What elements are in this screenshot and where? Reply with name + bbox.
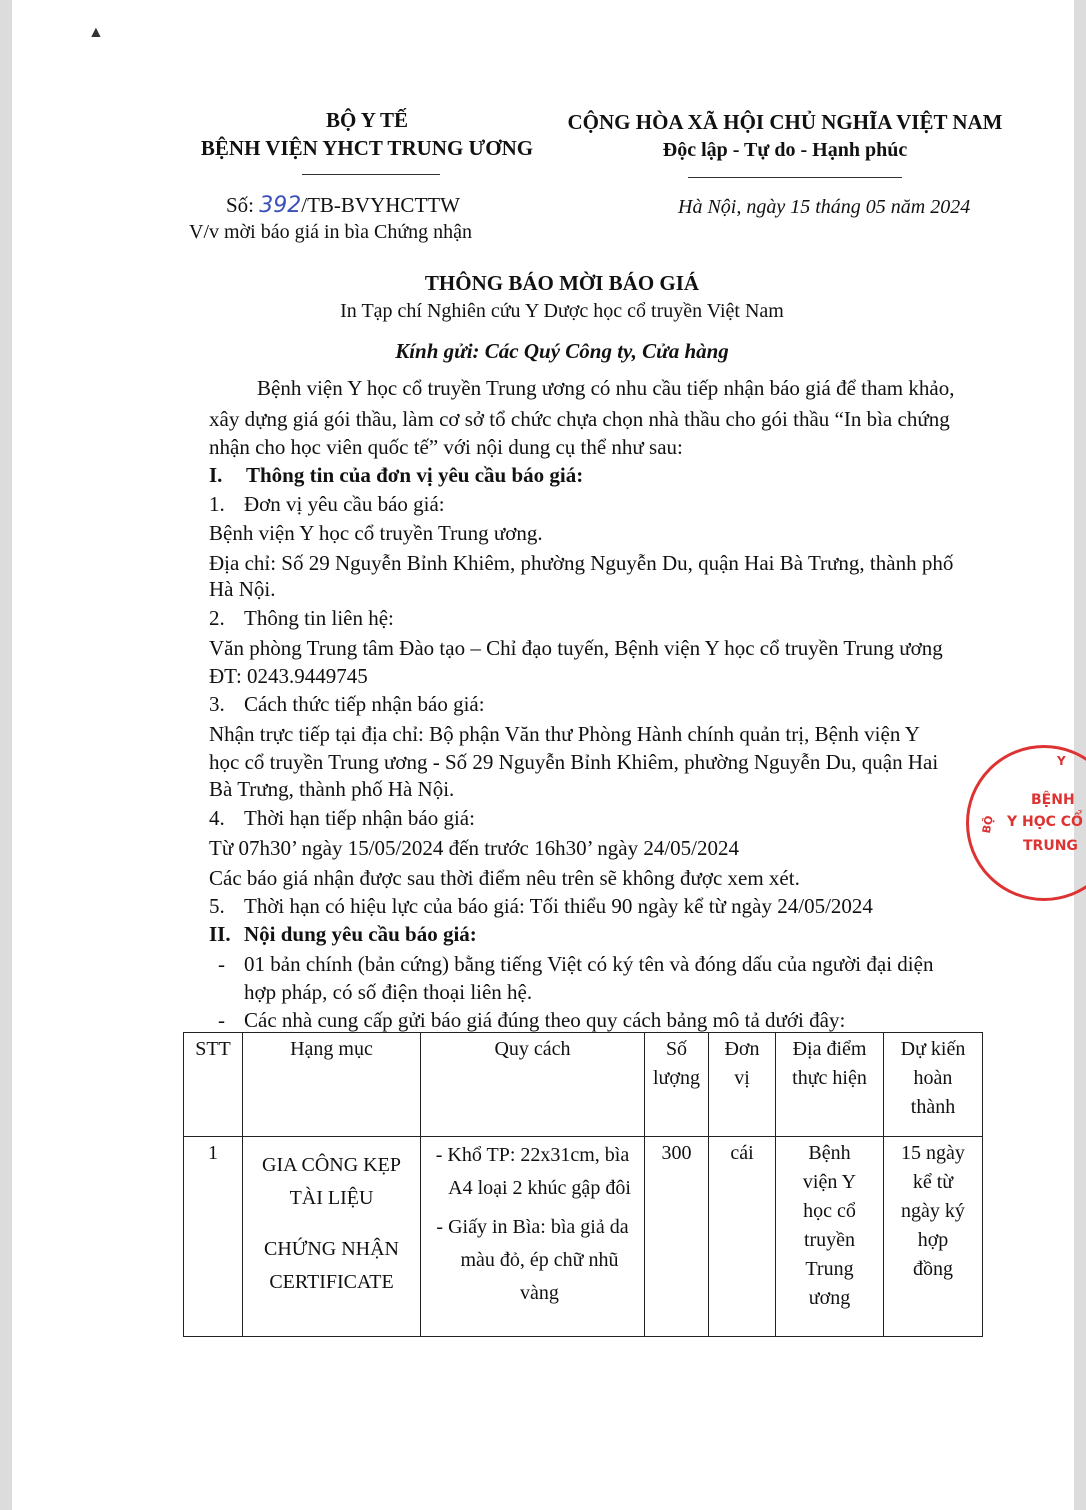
item-3-line-3: Bà Trưng, thành phố Hà Nội. [209,777,455,801]
bullet-2-text: Các nhà cung cấp gửi báo giá đúng theo quy cách bảng mô tả dưới đây: [244,1008,846,1032]
header-quantity: Số lượng [645,1033,709,1137]
stamp-text-2: Y HỌC CỔ [1007,814,1083,830]
intro-line-3: nhận cho học viên quốc tế” với nội dung cụ thể như sau: [209,435,683,459]
scan-mark: ▲ [88,24,104,41]
item-2-number: 2. [209,606,225,630]
item-4-number: 4. [209,806,225,830]
section-1-heading: Thông tin của đơn vị yêu cầu báo giá: [246,463,584,487]
item-1-line-1: Bệnh viện Y học cổ truyền Trung ương. [209,521,543,545]
intro-line-1: Bệnh viện Y học cổ truyền Trung ương có nhu cầu tiếp nhận báo giá để tham khảo, [257,376,955,400]
cell-quantity: 300 [645,1137,709,1337]
section-2-heading: Nội dung yêu cầu báo giá: [244,922,477,946]
item-3-line-1: Nhận trực tiếp tại địa chỉ: Bộ phận Văn thư Phòng Hành chính quản trị, Bệnh viện Y [209,722,920,746]
item-1-number: 1. [209,492,225,516]
item-3-label: Cách thức tiếp nhận báo giá: [244,692,485,716]
cell-unit: cái [709,1137,776,1337]
item-3-line-2: học cổ truyền Trung ương - Số 29 Nguyễn Bỉnh Khiêm, phường Nguyễn Du, quận Hai [209,750,939,774]
motto: Độc lập - Tự do - Hạnh phúc [662,139,908,161]
item-1-label: Đơn vị yêu cầu báo giá: [244,492,445,516]
cell-spec: - Khổ TP: 22x31cm, bìa A4 loại 2 khúc gập đôi - Giấy in Bìa: bìa giả da màu đỏ, ép chữ nhũ vàng [421,1137,645,1337]
stamp-text-4: Y [1057,754,1066,768]
stamp-text-3: TRUNG [1023,838,1078,854]
header-item: Hạng mục [243,1033,421,1137]
ministry-name: BỘ Y TẾ [325,108,409,132]
bullet-2-dash: - [218,1008,225,1032]
header-stt: STT [184,1033,243,1137]
stamp-text-1: BỆNH [1031,792,1075,808]
header-spec: Quy cách [421,1033,645,1137]
section-2-number: II. [209,922,231,946]
header-left-underline [302,174,440,175]
issue-date: Hà Nội, ngày 15 tháng 05 năm 2024 [678,196,971,218]
cell-stt: 1 [184,1137,243,1337]
cell-item: GIA CÔNG KẸP TÀI LIỆU CHỨNG NHẬN CERTIFICATE [243,1137,421,1337]
document-page [12,0,1074,1510]
doc-number-suffix: /TB-BVYHCTTW [301,193,460,217]
bullet-1-line-2: hợp pháp, có số điện thoại liên hệ. [244,980,533,1004]
hospital-name: BỆNH VIỆN YHCT TRUNG ƯƠNG [200,136,534,160]
cell-place: Bệnh viện Y học cổ truyền Trung ương [776,1137,884,1337]
doc-number [226,193,460,218]
item-3-number: 3. [209,692,225,716]
cell-due: 15 ngày kể từ ngày ký hợp đồng [884,1137,983,1337]
bullet-1-dash: - [218,952,225,976]
table-header-row [184,1033,983,1137]
item-2-line-2: ĐT: 0243.9449745 [209,664,368,688]
item-1-line-2: Địa chỉ: Số 29 Nguyễn Bỉnh Khiêm, phường Nguyễn Du, quận Hai Bà Trưng, thành phố [209,551,954,575]
table-row [184,1137,983,1337]
section-1-number: I. [209,463,223,487]
header-place: Địa điểm thực hiện [776,1033,884,1137]
item-5-number: 5. [209,894,225,918]
item-5-label: Thời hạn có hiệu lực của báo giá: Tối thiểu 90 ngày kể từ ngày 24/05/2024 [244,894,873,918]
item-4-line-2: Các báo giá nhận được sau thời điểm nêu trên sẽ không được xem xét. [209,866,800,890]
greeting: Kính gửi: Các Quý Công ty, Cửa hàng [395,339,729,363]
notice-subtitle: In Tạp chí Nghiên cứu Y Dược học cổ truyền Việt Nam [340,300,784,322]
item-1-line-3: Hà Nội. [209,577,276,601]
subject-line: V/v mời báo giá in bìa Chứng nhận [189,221,473,243]
header-unit: Đơn vị [709,1033,776,1137]
intro-line-2: xây dựng giá gói thầu, làm cơ sở tổ chức chựa chọn nhà thầu cho gói thầu “In bìa chứng [209,407,950,431]
bullet-1-line-1: 01 bản chính (bản cứng) bằng tiếng Việt có ký tên và đóng dấu của người đại diện [244,952,934,976]
stamp-text-5: BỘ [979,814,996,835]
header-right-underline [688,177,902,178]
item-2-line-1: Văn phòng Trung tâm Đào tạo – Chỉ đạo tuyến, Bệnh viện Y học cổ truyền Trung ương [209,636,943,660]
spec-table [183,1032,983,1337]
country-name: CỘNG HÒA XÃ HỘI CHỦ NGHĨA VIỆT NAM [567,110,1003,134]
item-4-line-1: Từ 07h30’ ngày 15/05/2024 đến trước 16h30’ ngày 24/05/2024 [209,836,740,860]
item-4-label: Thời hạn tiếp nhận báo giá: [244,806,475,830]
header-due: Dự kiến hoàn thành [884,1033,983,1137]
doc-number-prefix: Số: [226,193,255,217]
doc-number-handwritten: 392 [259,193,302,218]
notice-title: THÔNG BÁO MỜI BÁO GIÁ [424,271,700,295]
item-2-label: Thông tin liên hệ: [244,606,394,630]
